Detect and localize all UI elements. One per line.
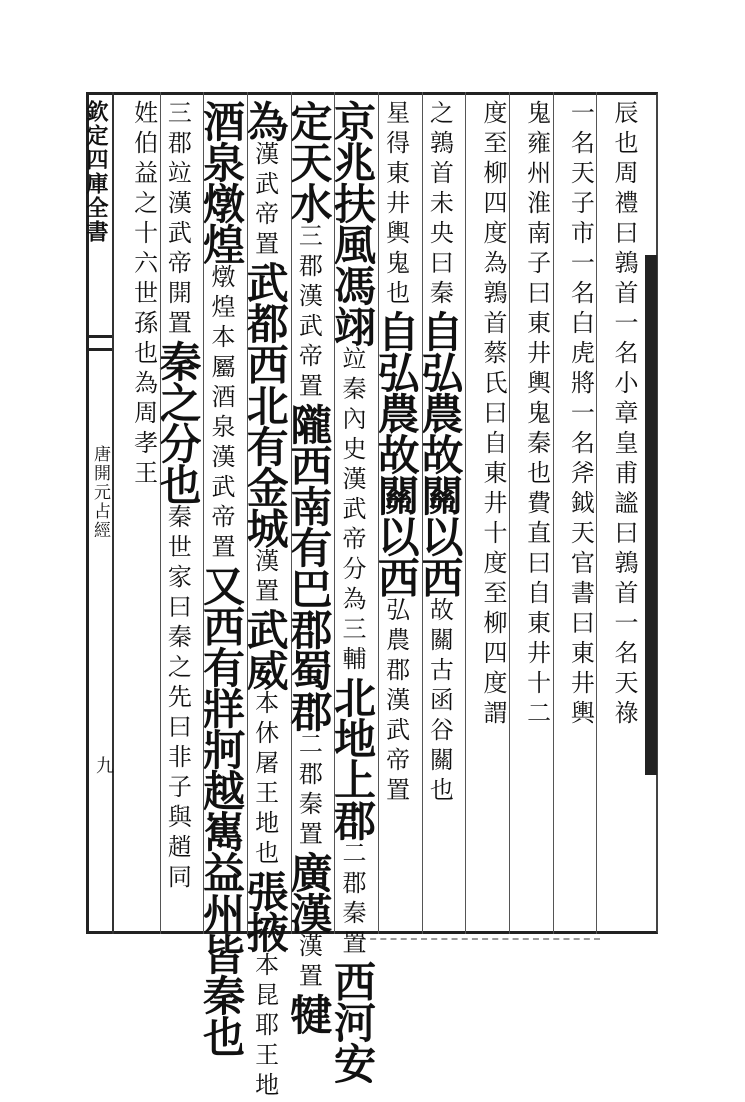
annotation-text: 弘農郡漢武帝置 bbox=[381, 597, 410, 807]
main-text: 自弘農故關以西 bbox=[415, 310, 465, 597]
annotation-text: 二郡秦置 bbox=[337, 840, 366, 960]
column-divider bbox=[334, 92, 335, 934]
main-text: 京兆扶風馮翊 bbox=[327, 100, 377, 346]
annotation-text: 本昆耶王地 bbox=[250, 952, 279, 1102]
column-divider bbox=[596, 92, 597, 934]
column-divider bbox=[378, 92, 379, 934]
annotation-text: 漢武帝置 bbox=[250, 141, 279, 261]
main-text: 自弘農故關以西 bbox=[371, 310, 421, 597]
column-divider bbox=[291, 92, 292, 934]
annotation-text: 三郡竝漢武帝開置 bbox=[163, 100, 192, 340]
main-text: 秦之分也 bbox=[153, 340, 203, 504]
text-column bbox=[371, 100, 421, 925]
main-text: 為 bbox=[240, 100, 290, 141]
text-column bbox=[511, 100, 551, 925]
main-text: 酒泉燉煌 bbox=[196, 100, 246, 264]
text-column bbox=[153, 100, 203, 925]
annotation-text: 辰也周禮曰鶉首一名小章皇甫謐曰鶉首一名天祿 bbox=[609, 100, 638, 730]
main-text: 北地上郡 bbox=[327, 676, 377, 840]
page-number: 九 bbox=[93, 756, 114, 774]
annotation-text: 三郡漢武帝置 bbox=[294, 223, 323, 403]
annotation-text: 度至柳四度為鶉首蔡氏曰自東井十度至柳四度謂 bbox=[478, 100, 507, 730]
annotation-text: 姓伯益之十六世孫也為周孝王 bbox=[129, 100, 158, 490]
main-text: 武都西北有金城 bbox=[240, 261, 290, 548]
text-column bbox=[598, 100, 638, 925]
text-column bbox=[555, 100, 595, 925]
annotation-text: 漢置 bbox=[250, 548, 279, 608]
annotation-text: 星得東井輿鬼也 bbox=[381, 100, 410, 310]
annotation-text: 燉煌本屬酒泉漢武帝置 bbox=[206, 264, 235, 564]
annotation-text: 竝秦內史漢武帝分為三輔 bbox=[337, 346, 366, 676]
book-title: 唐開元占經 bbox=[90, 445, 110, 540]
text-column bbox=[467, 100, 507, 925]
main-text: 犍 bbox=[284, 993, 334, 1034]
main-text: 西河安 bbox=[327, 960, 377, 1083]
main-text: 定天水 bbox=[284, 100, 334, 223]
text-column bbox=[118, 100, 158, 925]
main-text: 又西有牂牁越嶲益州皆秦也 bbox=[196, 564, 246, 1056]
main-text: 武威 bbox=[240, 608, 290, 690]
column-divider bbox=[422, 92, 423, 934]
text-column bbox=[196, 100, 246, 1056]
text-column bbox=[415, 100, 465, 925]
column-divider bbox=[203, 92, 204, 934]
spine-title: 欽定四庫全書 bbox=[83, 100, 109, 244]
annotation-text: 之鶉首未央曰秦 bbox=[425, 100, 454, 310]
annotation-text: 二郡秦置 bbox=[294, 731, 323, 851]
column-divider bbox=[247, 92, 248, 934]
margin-bar bbox=[645, 255, 657, 775]
annotation-text: 鬼雍州淮南子曰東井輿鬼秦也費直曰自東井十二 bbox=[522, 100, 551, 730]
bottom-edge-specks bbox=[360, 938, 600, 944]
text-column bbox=[284, 100, 334, 1034]
main-text: 張掖 bbox=[240, 870, 290, 952]
main-text: 廣漢 bbox=[284, 851, 334, 933]
text-column bbox=[240, 100, 290, 1102]
column-divider bbox=[465, 92, 466, 934]
annotation-text: 一名天子市一名白虎將一名斧鉞天官書曰東井輿 bbox=[566, 100, 595, 730]
annotation-text: 故關古函谷關也 bbox=[425, 597, 454, 807]
annotation-text: 本休屠王地也 bbox=[250, 690, 279, 870]
fish-tail-mark bbox=[88, 335, 112, 351]
column-divider bbox=[509, 92, 510, 934]
column-divider bbox=[553, 92, 554, 934]
text-column bbox=[327, 100, 377, 1083]
annotation-text: 漢置 bbox=[294, 933, 323, 993]
annotation-text: 秦世家曰秦之先曰非子與趙同 bbox=[163, 504, 192, 894]
main-text: 隴西南有巴郡蜀郡 bbox=[284, 403, 334, 731]
column-divider bbox=[160, 92, 161, 934]
